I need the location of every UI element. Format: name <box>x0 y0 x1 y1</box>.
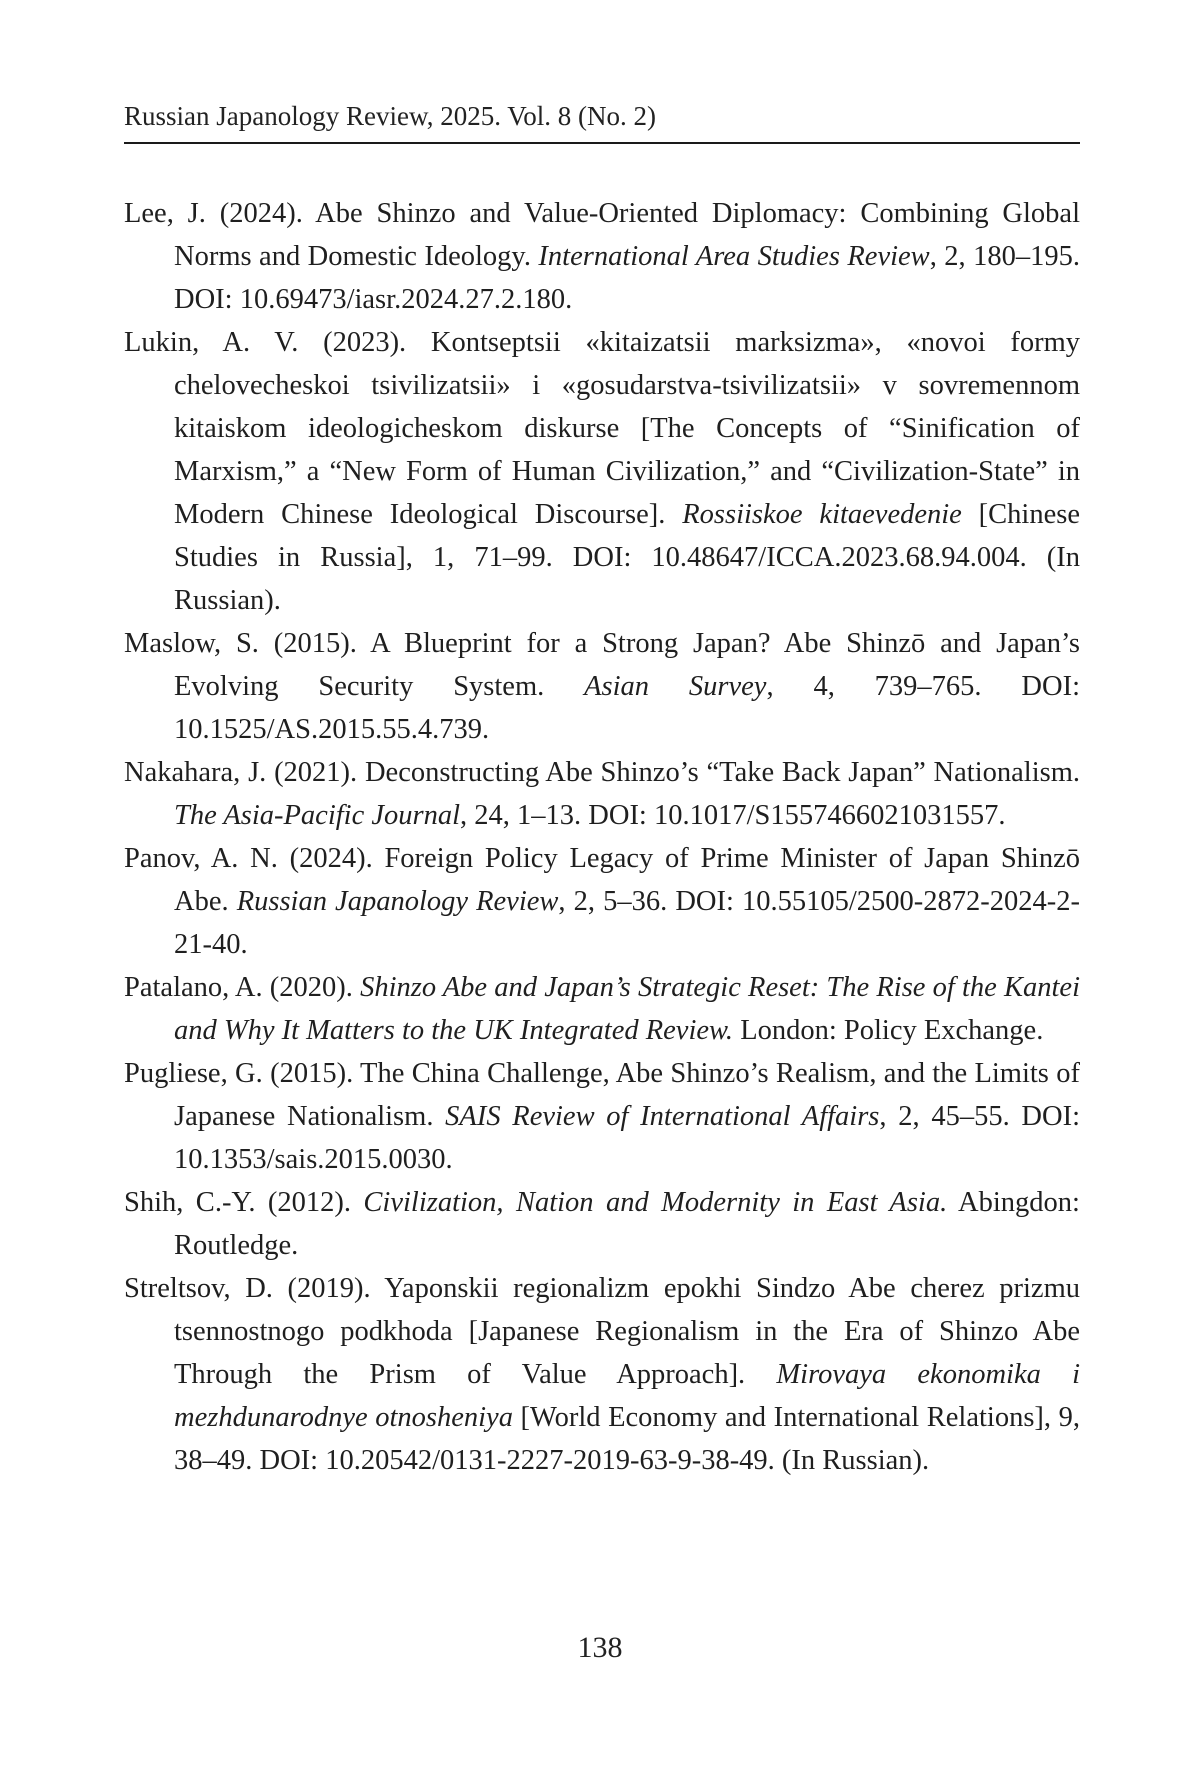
reference-source-title: Asian Survey <box>584 671 767 702</box>
reference-text: Lee, J. (2024). Abe Shinzo and Value-Oriented Diplomacy: Combining Global Norms and Domestic Ideology. <box>124 198 1080 272</box>
reference-entry <box>124 192 1080 321</box>
reference-source-title: Mirovaya ekonomika i mezhdunarodnye otnosheniya <box>174 1359 1080 1433</box>
reference-details: London: Policy Exchange. <box>733 1015 1044 1046</box>
reference-text: Maslow, S. (2015). A Blueprint for a Strong Japan? Abe Shinzō and Japan’s Evolving Security System. <box>124 628 1080 702</box>
reference-entry <box>124 1052 1080 1181</box>
reference-source-title: Civilization, Nation and Modernity in East Asia. <box>363 1187 948 1218</box>
reference-text: Patalano, A. (2020). <box>124 972 361 1003</box>
reference-details: [World Economy and International Relations], 9, 38–49. DOI: 10.20542/0131-2227-2019-63-9-38-49. (In Russian). <box>174 1402 1080 1476</box>
reference-source-title: International Area Studies Review <box>538 241 930 272</box>
running-header <box>124 96 1080 144</box>
reference-details: [Chinese Studies in Russia], 1, 71–99. DOI: 10.48647/ICCA.2023.68.94.004. (In Russian). <box>174 499 1080 616</box>
reference-entry <box>124 1181 1080 1267</box>
reference-entry <box>124 751 1080 837</box>
reference-details: , 2, 5–36. DOI: 10.55105/2500-2872-2024-2-21-40. <box>174 886 1080 960</box>
reference-entry <box>124 966 1080 1052</box>
reference-text: Nakahara, J. (2021). Deconstructing Abe Shinzo’s “Take Back Japan” Nationalism. <box>124 757 1080 788</box>
reference-text: Shih, C.-Y. (2012). <box>124 1187 364 1218</box>
reference-details: , 24, 1–13. DOI: 10.1017/S1557466021031557. <box>460 800 1006 831</box>
reference-text: Lukin, A. V. (2023). Kontseptsii «kitaizatsii marksizma», «novoi formy chelovecheskoi tsivilizatsii» i «gosudarstva-tsivilizatsii» v sovremennom kitaiskom ideologicheskom diskurse [The Concepts of “Sinification of Marxism,” a “New Form of Human Civilization,” and “Civilization-State” in Modern Chinese Ideological Discourse]. <box>124 327 1080 530</box>
reference-entry <box>124 837 1080 966</box>
reference-text: Streltsov, D. (2019). Yaponskii regionalizm epokhi Sindzo Abe cherez prizmu tsennostnogo podkhoda [Japanese Regionalism in the Era of Shinzo Abe Through the Prism of Value Approach]. <box>124 1273 1080 1390</box>
reference-source-title: SAIS Review of International Affairs <box>445 1101 880 1132</box>
reference-entry <box>124 622 1080 751</box>
reference-details: , 2, 45–55. DOI: 10.1353/sais.2015.0030. <box>174 1101 1080 1175</box>
reference-details: , 4, 739–765. DOI: 10.1525/AS.2015.55.4.739. <box>174 671 1080 745</box>
reference-source-title: The Asia-Pacific Journal <box>174 800 461 831</box>
reference-source-title: Shinzo Abe and Japan’s Strategic Reset: The Rise of the Kantei and Why It Matters to the UK Integrated Review. <box>174 972 1080 1046</box>
reference-text: Panov, A. N. (2024). Foreign Policy Legacy of Prime Minister of Japan Shinzō Abe. <box>124 843 1080 917</box>
page-number: 138 <box>577 1631 623 1664</box>
reference-text: Pugliese, G. (2015). The China Challenge, Abe Shinzo’s Realism, and the Limits of Japanese Nationalism. <box>124 1058 1080 1132</box>
reference-list <box>124 192 1080 1482</box>
reference-entry <box>124 1267 1080 1482</box>
reference-details: Abingdon: Routledge. <box>174 1187 1080 1261</box>
reference-entry <box>124 321 1080 622</box>
reference-details: , 2, 180–195. DOI: 10.69473/iasr.2024.27.2.180. <box>174 241 1080 315</box>
running-header-title: Russian Japanology Review, 2025. Vol. 8 (No. 2) <box>124 101 656 131</box>
reference-source-title: Russian Japanology Review <box>236 886 559 917</box>
reference-source-title: Rossiiskoe kitaevedenie <box>682 499 962 530</box>
